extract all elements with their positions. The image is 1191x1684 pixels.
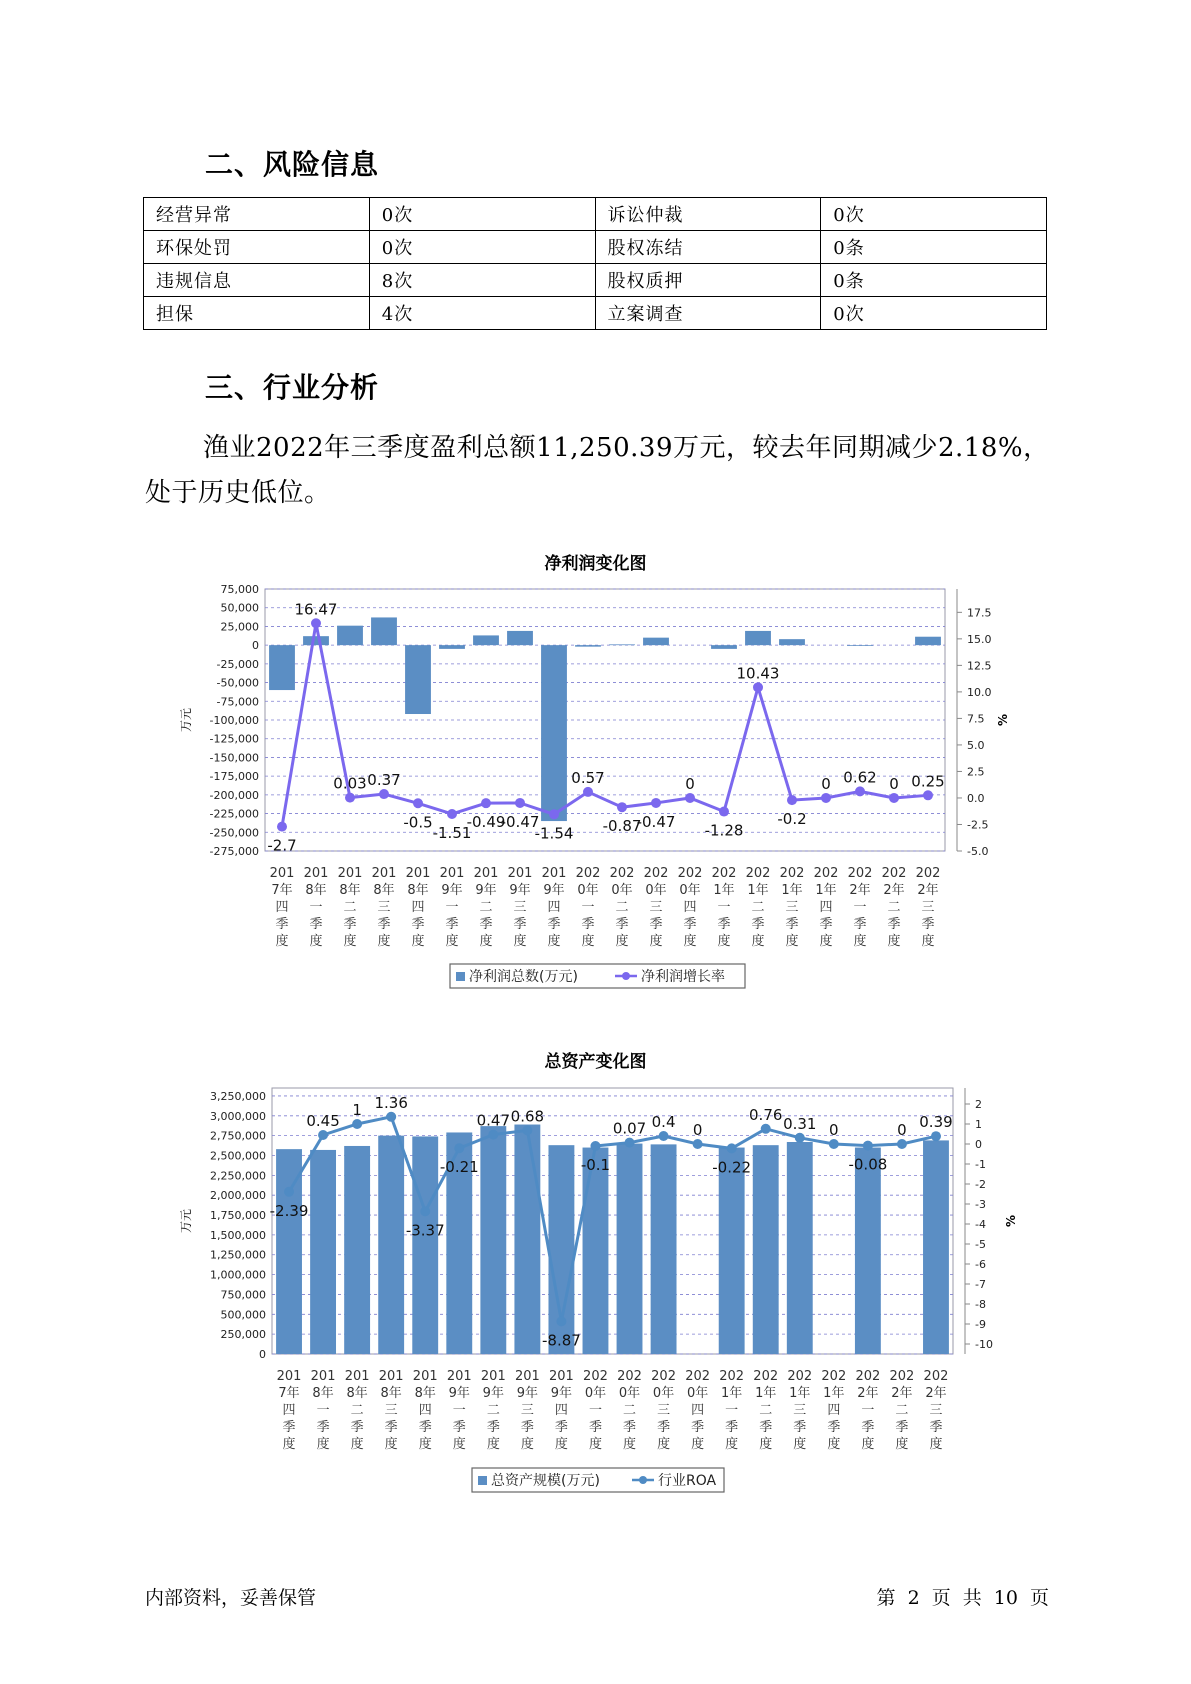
y2-axis-label: % <box>1004 1214 1018 1228</box>
line-point <box>515 798 525 808</box>
bar <box>617 1144 643 1354</box>
y2-tick-label: 15.0 <box>967 632 992 646</box>
y-tick-label: 0 <box>252 639 259 653</box>
x-tick-label: 202 1年二季度 <box>753 1369 779 1452</box>
x-tick-label: 202 1年二季度 <box>745 866 771 949</box>
risk-item-value: 0次 <box>369 198 595 231</box>
y2-tick-label: 1 <box>975 1118 982 1131</box>
total-assets-chart-title: 总资产变化图 <box>544 1052 647 1072</box>
y-tick-label: -250,000 <box>209 826 259 840</box>
industry-section-heading: 三、行业分析 <box>205 371 380 404</box>
line-point <box>522 1125 532 1135</box>
y-tick-label: 3,250,000 <box>210 1089 266 1103</box>
data-label: -0.21 <box>439 1158 479 1177</box>
y-tick-label: 75,000 <box>220 583 259 596</box>
data-label: -2.39 <box>269 1201 309 1220</box>
line-point <box>352 1119 362 1129</box>
line-point <box>795 1133 805 1143</box>
risk-table-row <box>144 198 1047 231</box>
y-tick-label: 2,000,000 <box>210 1189 266 1203</box>
x-tick-label: 202 1年三季度 <box>787 1369 813 1452</box>
risk-item-value: 0条 <box>821 264 1047 297</box>
y-tick-label: -200,000 <box>209 788 259 802</box>
x-tick-label: 202 1年四季度 <box>813 866 839 949</box>
bar <box>915 637 941 645</box>
y-tick-label: -175,000 <box>209 770 259 784</box>
line-point <box>583 787 593 797</box>
x-tick-label: 201 8年二季度 <box>337 866 363 949</box>
line-point <box>761 1124 771 1134</box>
bar <box>575 645 601 646</box>
summary-line-1: 渔业2022年三季度盈利总额11,250.39万元，较去年同期减少2.18%， <box>203 433 1050 463</box>
line-point <box>345 793 355 803</box>
x-tick-label: 201 9年四季度 <box>541 866 567 949</box>
y2-tick-label: -9 <box>975 1318 986 1331</box>
data-label: 0 <box>821 774 831 793</box>
risk-item-value: 0次 <box>369 231 595 264</box>
y2-tick-label: -8 <box>975 1298 986 1311</box>
line-point <box>454 1143 464 1153</box>
bar <box>711 645 737 649</box>
line-point <box>693 1139 703 1149</box>
y-tick-label: 0 <box>259 1348 266 1361</box>
bar <box>514 1125 540 1354</box>
x-tick-label: 201 8年三季度 <box>371 866 397 949</box>
x-tick-label: 202 1年三季度 <box>779 866 805 949</box>
data-label: 0.45 <box>306 1112 340 1130</box>
x-tick-label: 201 9年二季度 <box>473 866 499 949</box>
risk-item-value: 8次 <box>369 264 595 297</box>
y2-tick-label: -5.0 <box>967 845 989 858</box>
line-point <box>590 1141 600 1151</box>
bar <box>779 639 805 645</box>
x-tick-label: 201 9年四季度 <box>549 1369 574 1452</box>
line-point <box>284 1187 294 1197</box>
bar <box>412 1136 438 1354</box>
x-tick-label: 201 8年一季度 <box>303 866 329 949</box>
bar <box>787 1142 813 1354</box>
x-tick-label: 201 8年三季度 <box>378 1369 404 1452</box>
y2-tick-label: 0 <box>975 1138 982 1151</box>
bar <box>753 1145 779 1354</box>
x-tick-label: 201 8年二季度 <box>344 1369 370 1452</box>
risk-table-row <box>144 231 1047 264</box>
x-tick-label: 201 8年四季度 <box>405 866 431 949</box>
footer-page-number: 第 2 页 共 10 页 <box>876 1587 1049 1609</box>
y2-tick-label: -3 <box>975 1198 986 1211</box>
line-point <box>931 1131 941 1141</box>
risk-item-label: 诉讼仲裁 <box>595 198 821 231</box>
risk-item-value: 0次 <box>821 198 1047 231</box>
x-tick-label: 201 9年一季度 <box>446 1369 472 1452</box>
y-tick-label: -275,000 <box>209 845 259 858</box>
y2-tick-label: -4 <box>975 1218 986 1231</box>
risk-item-label: 立案调查 <box>595 297 821 330</box>
bar <box>371 617 397 645</box>
x-tick-label: 202 1年一季度 <box>719 1369 745 1452</box>
risk-item-value: 4次 <box>369 297 595 330</box>
risk-info-table <box>143 197 1047 330</box>
data-label: -0.5 <box>403 813 433 832</box>
y-tick-label: 1,000,000 <box>210 1268 266 1282</box>
y2-tick-label: 2.5 <box>967 765 985 779</box>
line-point <box>549 809 559 819</box>
y-tick-label: -225,000 <box>209 807 259 821</box>
x-tick-label: 202 0年二季度 <box>617 1369 642 1452</box>
line-point <box>379 789 389 799</box>
line-point <box>617 802 627 812</box>
x-tick-label: 201 9年三季度 <box>514 1369 540 1452</box>
risk-section-heading: 二、风险信息 <box>205 148 380 181</box>
x-tick-label: 201 8年一季度 <box>310 1369 336 1452</box>
summary-line-2: 处于历史低位。 <box>145 478 331 508</box>
x-tick-label: 202 0年三季度 <box>643 866 669 949</box>
legend-bar-label: 净利润总数(万元) <box>469 969 578 985</box>
legend-bar-swatch <box>456 972 465 981</box>
line-point <box>481 798 491 808</box>
line-point <box>889 793 899 803</box>
y2-tick-label: 12.5 <box>967 659 992 673</box>
data-label: -1.51 <box>432 823 472 842</box>
data-label: 0.57 <box>571 768 605 787</box>
bar <box>609 644 635 645</box>
bar <box>344 1146 370 1354</box>
x-tick-label: 202 1年四季度 <box>821 1369 847 1452</box>
data-label: 0.03 <box>333 774 367 793</box>
data-label: -8.87 <box>542 1331 581 1350</box>
x-tick-label: 202 0年四季度 <box>685 1369 711 1452</box>
data-label: -0.22 <box>712 1158 752 1177</box>
data-label: 0.68 <box>510 1107 545 1126</box>
legend-line-label: 净利润增长率 <box>641 969 725 985</box>
y2-tick-label: -2.5 <box>967 818 989 832</box>
risk-item-value: 0条 <box>821 231 1047 264</box>
line-point <box>787 795 797 805</box>
legend-line-marker <box>639 1476 647 1484</box>
data-label: 1.36 <box>374 1093 408 1112</box>
line-point <box>277 822 287 832</box>
data-label: -1.28 <box>704 821 744 840</box>
x-tick-label: 202 0年四季度 <box>677 866 703 949</box>
y-tick-label: -125,000 <box>209 732 259 746</box>
line-point <box>923 790 933 800</box>
x-tick-label: 202 0年三季度 <box>651 1369 676 1452</box>
line-point <box>829 1139 839 1149</box>
risk-item-label: 担保 <box>144 297 370 330</box>
data-label: 0.31 <box>783 1114 817 1133</box>
industry-summary-paragraph <box>145 426 1050 516</box>
data-label: -3.37 <box>405 1221 445 1240</box>
risk-item-label: 经营异常 <box>144 198 370 231</box>
y2-tick-label: 0.0 <box>967 791 985 805</box>
net-profit-chart-title: 净利润变化图 <box>544 554 647 574</box>
data-label: 10.43 <box>736 664 780 683</box>
bar <box>847 645 873 646</box>
y2-tick-label: 2 <box>975 1098 982 1111</box>
y2-tick-label: 5.0 <box>967 738 985 752</box>
y2-tick-label: -5 <box>975 1238 986 1251</box>
x-tick-label: 202 2年三季度 <box>915 866 941 949</box>
line-point <box>311 618 321 628</box>
x-tick-label: 201 9年一季度 <box>439 866 465 949</box>
bar <box>651 1144 677 1354</box>
y-tick-label: 750,000 <box>220 1288 266 1302</box>
data-label: 0 <box>889 774 899 793</box>
bar <box>405 645 431 714</box>
y-tick-label: 1,750,000 <box>210 1209 266 1223</box>
y2-axis-label: % <box>996 713 1010 727</box>
y-tick-label: 50,000 <box>220 601 259 615</box>
line-point <box>855 786 865 796</box>
bar <box>745 631 771 645</box>
bar <box>541 645 567 821</box>
line-point <box>659 1131 669 1141</box>
data-label: -1.54 <box>534 824 574 843</box>
y2-tick-label: -2 <box>975 1178 986 1191</box>
data-label: 16.47 <box>294 600 338 619</box>
y-tick-label: 3,000,000 <box>210 1109 266 1123</box>
x-tick-label: 201 8年四季度 <box>412 1369 438 1452</box>
data-label: 0.4 <box>651 1113 676 1131</box>
risk-table-row <box>144 264 1047 297</box>
x-tick-label: 201 9年三季度 <box>507 866 533 949</box>
data-label: 0.47 <box>476 1111 511 1130</box>
y2-tick-label: 10.0 <box>967 685 992 699</box>
y-axis-label: 万元 <box>179 707 193 733</box>
legend-bar-swatch <box>478 1476 487 1485</box>
y2-tick-label: -10 <box>975 1338 993 1351</box>
data-label: -2.7 <box>267 836 297 855</box>
line-point <box>556 1316 566 1326</box>
bar <box>439 645 465 649</box>
y-tick-label: 1,250,000 <box>210 1248 266 1262</box>
bar <box>303 636 329 645</box>
line-point <box>447 809 457 819</box>
net-profit-chart <box>0 575 1191 995</box>
x-tick-label: 201 7年四季度 <box>269 866 295 949</box>
x-tick-label: 202 0年二季度 <box>609 866 635 949</box>
data-label: -0.49 <box>466 813 506 832</box>
data-label: -0.2 <box>777 810 807 829</box>
data-label: 0 <box>692 1121 703 1139</box>
legend-line-marker <box>622 972 630 980</box>
x-tick-label: 202 2年一季度 <box>847 866 873 949</box>
line-point <box>727 1143 737 1153</box>
line-point <box>318 1130 328 1140</box>
data-label: -0.47 <box>500 812 540 831</box>
bar <box>480 1126 506 1354</box>
line-point <box>753 682 763 692</box>
line-point <box>863 1141 873 1151</box>
bar <box>337 626 363 645</box>
risk-item-label: 股权质押 <box>595 264 821 297</box>
y-axis-label: 万元 <box>179 1208 193 1234</box>
bar <box>276 1149 302 1354</box>
x-tick-label: 202 2年二季度 <box>889 1369 915 1452</box>
risk-item-label: 违规信息 <box>144 264 370 297</box>
data-label: -0.1 <box>580 1156 611 1174</box>
legend-line-label: 行业ROA <box>658 1473 717 1489</box>
x-tick-label: 202 2年一季度 <box>855 1369 881 1452</box>
x-tick-label: 201 7年四季度 <box>276 1369 302 1452</box>
data-label: 0 <box>685 774 695 793</box>
line-point <box>420 1206 430 1216</box>
y-tick-label: 500,000 <box>220 1308 266 1322</box>
line-point <box>488 1130 498 1140</box>
data-label: 0.37 <box>367 771 401 790</box>
x-tick-label: 202 0年一季度 <box>575 866 601 949</box>
data-label: -0.87 <box>602 817 642 836</box>
data-label: 0.07 <box>612 1119 647 1138</box>
y-tick-label: -150,000 <box>209 751 259 765</box>
bar <box>507 631 533 645</box>
bar <box>643 638 669 645</box>
total-assets-chart <box>0 1080 1191 1500</box>
line-point <box>413 798 423 808</box>
line-point <box>386 1112 396 1122</box>
bar <box>310 1150 336 1354</box>
y-tick-label: -100,000 <box>209 714 259 727</box>
data-label: 0.39 <box>919 1113 953 1132</box>
y-tick-label: 25,000 <box>220 620 259 634</box>
line-point <box>897 1139 907 1149</box>
bar <box>580 1148 611 1354</box>
y-tick-label: -50,000 <box>216 676 259 690</box>
data-label: 0.25 <box>911 772 945 791</box>
data-label: 0.76 <box>749 1105 783 1124</box>
data-label: 0.62 <box>843 768 877 787</box>
bar <box>719 1148 745 1354</box>
footer-confidential-note: 内部资料，妥善保管 <box>145 1587 317 1609</box>
x-tick-label: 201 9年二季度 <box>480 1369 506 1452</box>
line-point <box>719 807 729 817</box>
bar <box>855 1148 881 1354</box>
x-tick-label: 202 0年一季度 <box>583 1369 608 1452</box>
y-tick-label: 2,750,000 <box>210 1129 266 1143</box>
bar <box>269 645 295 690</box>
risk-item-value: 0次 <box>821 297 1047 330</box>
line-point <box>651 798 661 808</box>
x-tick-label: 202 1年一季度 <box>711 866 737 949</box>
y-tick-label: 2,250,000 <box>210 1169 266 1183</box>
y2-tick-label: -7 <box>975 1278 986 1291</box>
risk-table-row <box>144 297 1047 330</box>
line-point <box>625 1138 635 1148</box>
bar <box>378 1136 404 1354</box>
x-tick-label: 202 2年二季度 <box>881 866 907 949</box>
y-tick-label: -25,000 <box>216 657 259 671</box>
y2-tick-label: 7.5 <box>967 712 985 726</box>
y2-tick-label: -1 <box>975 1158 986 1171</box>
y-tick-label: 250,000 <box>220 1328 266 1342</box>
y2-tick-label: -6 <box>975 1258 986 1271</box>
data-label: -0.47 <box>636 812 676 831</box>
data-label: 0 <box>897 1121 907 1139</box>
y2-tick-label: 17.5 <box>967 606 992 620</box>
data-label: 1 <box>352 1101 362 1119</box>
risk-item-label: 股权冻结 <box>595 231 821 264</box>
data-label: 0 <box>829 1121 839 1139</box>
data-label: -0.08 <box>848 1155 888 1174</box>
y-tick-label: 2,500,000 <box>210 1149 266 1163</box>
y-tick-label: -75,000 <box>216 695 259 709</box>
risk-item-label: 环保处罚 <box>144 231 370 264</box>
bar <box>923 1140 949 1354</box>
y-tick-label: 1,500,000 <box>210 1228 266 1242</box>
bar <box>473 635 499 645</box>
line-point <box>685 793 695 803</box>
line-point <box>821 793 831 803</box>
legend-bar-label: 总资产规模(万元) <box>491 1473 600 1489</box>
x-tick-label: 202 2年三季度 <box>923 1369 949 1452</box>
